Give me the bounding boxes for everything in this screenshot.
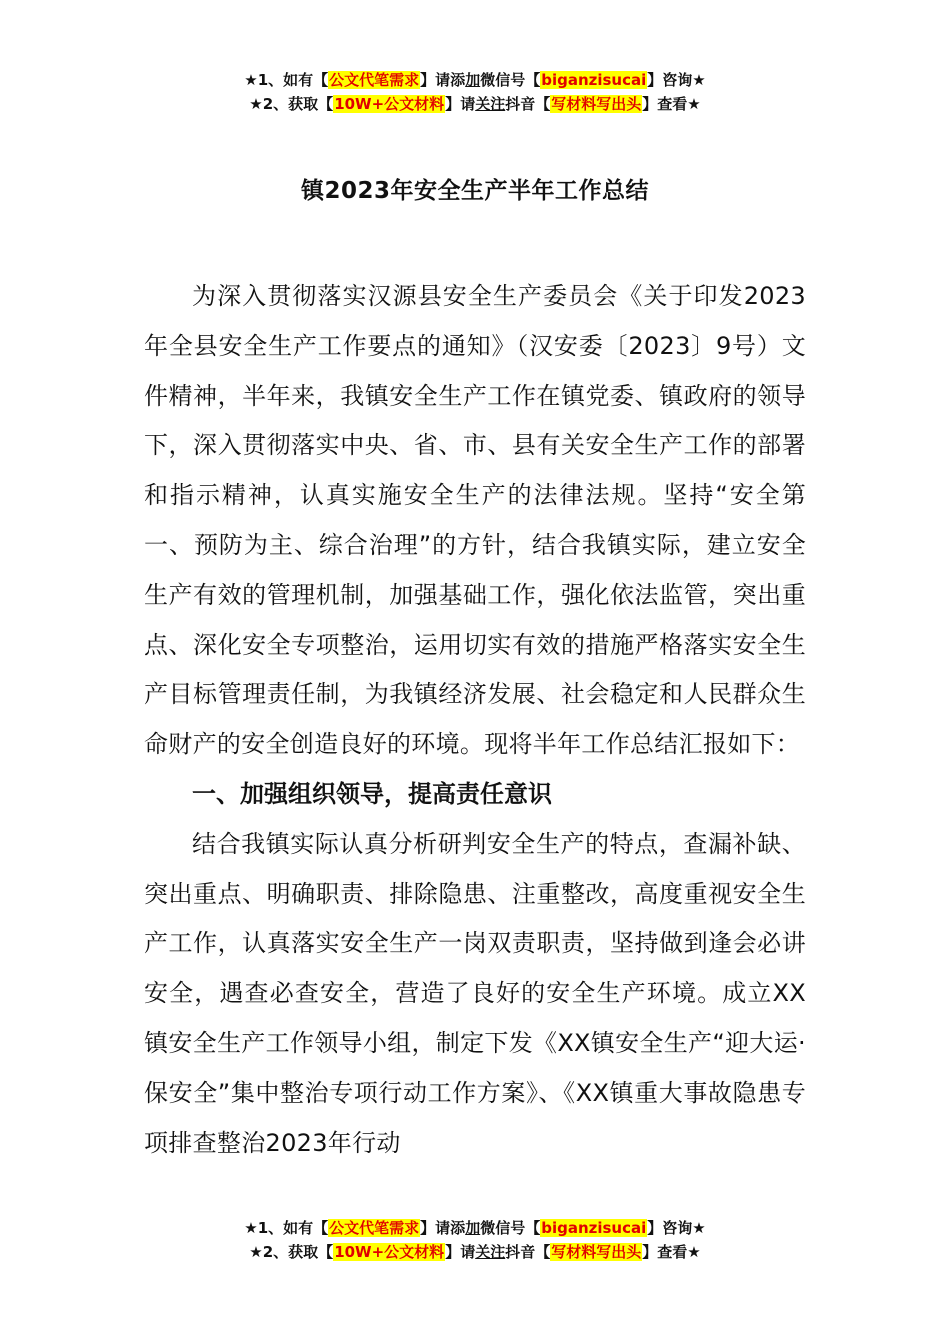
ad-underlined-text: 加 — [465, 1219, 481, 1237]
ad-highlight-douyin-id: 写材料写出头 — [551, 95, 642, 113]
ad-text: 】咨询★ — [647, 71, 706, 89]
ad-text: 】查看★ — [642, 1243, 701, 1261]
ad-text: 抖音【 — [505, 1243, 551, 1261]
intro-paragraph: 为深入贯彻落实汉源县安全生产委员会《关于印发2023年全县安全生产工作要点的通知》（汉安委〔2023〕9号）文件精神，半年来，我镇安全生产工作在镇党委、镇政府的领导下，深入贯彻落实中央、省、市、县有关安全生产工作的部署和指示精神，认真实施安全生产的法律法规。坚持“安全第一、预防为主、综合治理”的方针，结合我镇实际，建立安全生产有效的管理机制，加强基础工作，强化依法监管，突出重点、深化安全专项整治，运用切实有效的措施严格落实安全生产目标管理责任制，为我镇经济发展、社会稳定和人民群众生命财产的安全创造良好的环境。现将半年工作总结汇报如下： — [144, 282, 806, 759]
ad-text: ★1、如有【 — [244, 1219, 329, 1237]
ad-text: 】咨询★ — [647, 1219, 706, 1237]
ad-text: 】查看★ — [642, 95, 701, 113]
ad-highlight-wechat-id: biganzisucai — [541, 1219, 647, 1237]
ad-text: 微信号【 — [480, 1219, 541, 1237]
ad-text: 】请 — [445, 95, 476, 113]
ad-highlight-service: 公文代笔需求 — [329, 71, 420, 89]
ad-text: 抖音【 — [505, 95, 551, 113]
ad-highlight-materials: 10W+公文材料 — [334, 1243, 445, 1261]
footer-ad-line-1 — [0, 1216, 950, 1240]
ad-highlight-service: 公文代笔需求 — [329, 1219, 420, 1237]
document-body — [144, 272, 806, 1168]
ad-highlight-wechat-id: biganzisucai — [541, 71, 647, 89]
ad-text: ★2、获取【 — [249, 1243, 334, 1261]
ad-text: 】请添 — [420, 71, 466, 89]
ad-text: 】请添 — [420, 1219, 466, 1237]
header-ad-banner — [0, 68, 950, 116]
ad-highlight-douyin-id: 写材料写出头 — [551, 1243, 642, 1261]
ad-highlight-materials: 10W+公文材料 — [334, 95, 445, 113]
ad-underlined-text: 加 — [465, 71, 481, 89]
ad-text: 】请 — [445, 1243, 476, 1261]
ad-text: ★1、如有【 — [244, 71, 329, 89]
ad-text: 微信号【 — [480, 71, 541, 89]
document-title: 镇2023年安全生产半年工作总结 — [300, 178, 649, 204]
ad-underlined-text: 关注 — [475, 95, 506, 113]
section-1-paragraph: 结合我镇实际认真分析研判安全生产的特点，查漏补缺、突出重点、明确职责、排除隐患、注重整改，高度重视安全生产工作，认真落实安全生产一岗双责职责，坚持做到逢会必讲安全，遇查必查安全，营造了良好的安全生产环境。成立XX镇安全生产工作领导小组，制定下发《XX镇安全生产“迎大运·保安全”集中整治专项行动工作方案》、《XX镇重大事故隐患专项排查整治2023年行动 — [144, 829, 806, 1157]
footer-ad-banner — [0, 1216, 950, 1264]
ad-text: ★2、获取【 — [249, 95, 334, 113]
header-ad-line-2 — [0, 92, 950, 116]
section-1-heading: 一、加强组织领导，提高责任意识 — [192, 779, 552, 808]
footer-ad-line-2 — [0, 1240, 950, 1264]
header-ad-line-1 — [0, 68, 950, 92]
ad-underlined-text: 关注 — [475, 1243, 506, 1261]
